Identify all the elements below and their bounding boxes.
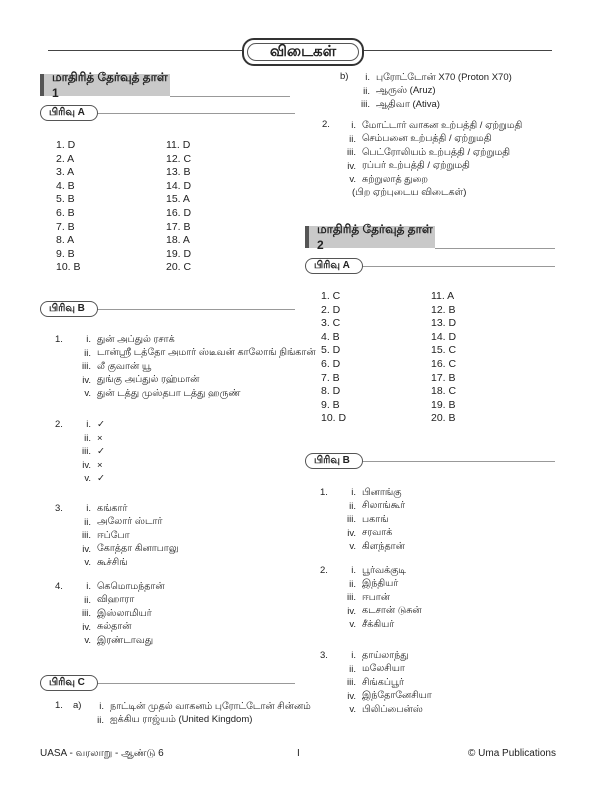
- answer-item: 12. B: [431, 303, 456, 316]
- answer-text: பகாங்: [362, 513, 389, 525]
- roman-numeral: v.: [84, 473, 91, 485]
- p1-partC-q1a-items: [70, 700, 311, 727]
- roman-numeral: ii.: [349, 133, 356, 145]
- answer-line: [55, 445, 105, 459]
- p1-partB-q2: [55, 418, 105, 486]
- answer-line: [334, 160, 522, 174]
- paper1-heading: மாதிரித் தேர்வுத் தாள் 1: [40, 74, 170, 96]
- roman-numeral: i.: [86, 503, 91, 515]
- paper1-heading-rule: [170, 96, 290, 97]
- answer-line: [334, 98, 512, 112]
- rt-b-label: b): [340, 71, 349, 82]
- answer-item: 2. D: [321, 303, 341, 316]
- answer-item: 1. D: [56, 139, 76, 151]
- answer-line: [55, 580, 165, 594]
- answer-item: 15. C: [431, 344, 457, 357]
- answer-item: 9. B: [56, 247, 75, 260]
- question-number: 1.: [55, 334, 63, 346]
- answer-item: 5. B: [56, 193, 75, 206]
- roman-numeral: iii.: [347, 677, 356, 689]
- roman-numeral: v.: [84, 388, 91, 400]
- answer-item: 3. C: [321, 317, 341, 330]
- answer-item: 20. C: [166, 261, 192, 274]
- answer-text: மலேசியா: [362, 663, 405, 675]
- answer-text: கிளந்தான்: [362, 540, 405, 552]
- rt-q2-note: (பிற ஏற்புடைய விடைகள்): [352, 187, 467, 198]
- answer-text: புரோட்டோன் X70 (Proton X70): [376, 71, 512, 83]
- answer-line: [320, 486, 405, 500]
- answer-line: [334, 146, 522, 160]
- answer-line: [55, 634, 165, 648]
- roman-numeral: i.: [86, 419, 91, 431]
- answer-text: ✓: [97, 473, 105, 485]
- answer-text: மோட்டார் வாகன உற்பத்தி / ஏற்றுமதி: [362, 119, 523, 131]
- answer-text: இந்தியர்: [362, 578, 399, 590]
- answer-item: 15. A: [166, 193, 190, 206]
- answer-line: [55, 360, 316, 374]
- answer-line: [55, 333, 316, 347]
- p2-partB-q3: [320, 649, 432, 717]
- answer-text: துன் டத்து முஸ்தபா டத்து ஹருண்: [97, 387, 241, 399]
- answer-text: நாட்டின் முதல் வாகனம் புரோட்டோன் சின்னம்: [110, 700, 311, 712]
- roman-numeral: i.: [86, 581, 91, 593]
- answer-line: [320, 527, 405, 541]
- answer-item: 18. A: [166, 234, 190, 247]
- roman-numeral: iv.: [347, 160, 356, 172]
- answer-item: 8. A: [56, 234, 75, 247]
- answer-line: [334, 133, 522, 147]
- roman-numeral: iv.: [82, 374, 91, 386]
- p2-partB-q2: [320, 564, 422, 632]
- answer-line: [55, 621, 165, 635]
- answer-item: 10. D: [321, 412, 347, 425]
- answer-text: சுற்றுலாத் துறை: [362, 173, 428, 185]
- answer-item: 10. B: [56, 261, 81, 274]
- roman-numeral: ii.: [84, 594, 91, 606]
- answer-line: [55, 418, 105, 432]
- p1-partA-col2: [166, 139, 191, 275]
- answer-line: [55, 529, 179, 543]
- answer-text: ரப்பர் உற்பத்தி / ஏற்றுமதி: [362, 160, 470, 172]
- answer-text: பூர்வக்குடி: [362, 564, 407, 576]
- answer-line: [320, 564, 422, 578]
- answer-line: [334, 71, 512, 85]
- answer-line: [334, 119, 522, 133]
- footer-page-number: I: [297, 748, 300, 759]
- answer-item: 19. B: [431, 398, 456, 411]
- question-number: 3.: [320, 650, 328, 662]
- answer-item: 4. B: [56, 179, 75, 192]
- roman-numeral: ii.: [84, 347, 91, 359]
- answer-text: துன் அப்துல் ரசாக்: [97, 333, 175, 345]
- roman-numeral: i.: [365, 72, 370, 84]
- answer-text: அலோர் ஸ்டார்: [97, 516, 163, 528]
- p1-partA-label: பிரிவு A: [40, 105, 98, 121]
- roman-numeral: iii.: [82, 361, 91, 373]
- answer-text: கோத்தா கினாபாலு: [97, 543, 179, 555]
- answer-text: ஈபான்: [362, 591, 390, 603]
- roman-numeral: i.: [351, 120, 356, 132]
- p1-partC-label: பிரிவு C: [40, 675, 98, 691]
- roman-numeral: v.: [349, 174, 356, 186]
- roman-numeral: iv.: [82, 459, 91, 471]
- answer-line: [320, 513, 405, 527]
- roman-numeral: ii.: [349, 578, 356, 590]
- roman-numeral: i.: [86, 334, 91, 346]
- answer-text: இஸ்லாமியர்: [97, 607, 152, 619]
- answer-text: கடசான் டுசுன்: [362, 605, 422, 617]
- answer-item: 14. D: [166, 179, 192, 192]
- question-number: 3.: [55, 503, 63, 515]
- answer-line: [55, 472, 105, 486]
- roman-numeral: v.: [349, 619, 356, 631]
- p1-partB-q1: [55, 333, 316, 401]
- answer-item: 4. B: [321, 330, 340, 343]
- answer-text: கெமொமந்தான்: [97, 580, 165, 592]
- roman-numeral: i.: [351, 565, 356, 577]
- question-number: 2.: [55, 419, 63, 431]
- answer-text: சுல்தான்: [97, 621, 132, 633]
- answer-text: தாய்லாந்து: [362, 649, 409, 661]
- answer-item: 16. C: [431, 357, 457, 370]
- answer-text: விஹாரா: [97, 594, 135, 606]
- roman-numeral: i.: [351, 650, 356, 662]
- roman-numeral: iv.: [347, 527, 356, 539]
- answer-line: [334, 85, 512, 99]
- roman-numeral: iii.: [347, 147, 356, 159]
- roman-numeral: iv.: [347, 690, 356, 702]
- answer-line: [70, 700, 311, 714]
- roman-numeral: iii.: [347, 514, 356, 526]
- rt-b-items: [334, 71, 512, 112]
- roman-numeral: iv.: [82, 543, 91, 555]
- answer-item: 16. D: [166, 206, 192, 219]
- rt-q2-items: [334, 119, 522, 187]
- answer-text: பினாங்கு: [362, 486, 402, 498]
- p1-partB-q4: [55, 580, 165, 648]
- answer-line: [334, 173, 522, 187]
- answer-item: 14. D: [431, 330, 457, 343]
- answer-line: [320, 663, 432, 677]
- answer-item: 7. B: [321, 371, 340, 384]
- answer-item: 9. B: [321, 398, 340, 411]
- page-title: விடைகள்: [242, 38, 364, 66]
- p2-partB-label: பிரிவு B: [305, 453, 363, 469]
- answer-text: ஈப்போ: [97, 529, 130, 541]
- answer-line: [320, 618, 422, 632]
- roman-numeral: iii.: [82, 530, 91, 542]
- answer-text: ✓: [97, 419, 105, 431]
- answer-item: 6. D: [321, 357, 341, 370]
- roman-numeral: ii.: [97, 714, 104, 726]
- roman-numeral: iv.: [347, 605, 356, 617]
- roman-numeral: iii.: [82, 446, 91, 458]
- answer-text: சிலாங்கூர்: [362, 500, 406, 512]
- answer-item: 5. D: [321, 344, 341, 357]
- answer-text: சீக்கியர்: [362, 618, 395, 630]
- roman-numeral: ii.: [84, 516, 91, 528]
- answer-text: ✓: [97, 446, 105, 458]
- answer-item: 2. A: [56, 152, 75, 165]
- answer-line: [55, 374, 316, 388]
- answer-text: இரண்டாவது: [97, 634, 154, 646]
- answer-item: 3. A: [56, 166, 75, 179]
- answer-text: பெட்ரோலியம் உற்பத்தி / ஏற்றுமதி: [362, 146, 511, 158]
- answer-line: [55, 607, 165, 621]
- answer-line: [320, 703, 432, 717]
- roman-numeral: ii.: [349, 663, 356, 675]
- p1-partC-q1a: 1. a): [55, 700, 82, 711]
- roman-numeral: iv.: [82, 621, 91, 633]
- answer-item: 18. C: [431, 385, 457, 398]
- answer-line: [320, 578, 422, 592]
- roman-numeral: iii.: [82, 608, 91, 620]
- roman-numeral: i.: [99, 701, 104, 713]
- p2-partA-col2: [431, 290, 456, 426]
- answer-item: 13. B: [166, 166, 191, 179]
- answer-item: 7. B: [56, 220, 75, 233]
- roman-numeral: iii.: [347, 592, 356, 604]
- answer-line: [320, 591, 422, 605]
- answer-text: கூச்சிங்: [97, 556, 128, 568]
- answer-line: [320, 500, 405, 514]
- p2-partA-col1: [321, 290, 346, 426]
- answer-line: [55, 347, 316, 361]
- answer-line: [320, 649, 432, 663]
- answer-line: [320, 690, 432, 704]
- answer-text: ஆருஸ் (Aruz): [376, 85, 436, 97]
- roman-numeral: v.: [84, 635, 91, 647]
- answer-item: 1. C: [321, 290, 341, 302]
- answer-line: [55, 459, 105, 473]
- answer-text: டான்ஸ்ரீ டத்தோ அமார் ஸ்டீவன் காலோங் நிங்கான்: [97, 347, 316, 359]
- answer-line: [55, 502, 179, 516]
- answer-line: [55, 543, 179, 557]
- p1-partA-col1: [56, 139, 81, 275]
- answer-text: ஆதிவா (Ativa): [376, 98, 440, 110]
- question-number: 2.: [320, 565, 328, 577]
- roman-numeral: v.: [349, 704, 356, 716]
- paper2-heading-rule: [435, 248, 555, 249]
- p1-partB-label: பிரிவு B: [40, 301, 98, 317]
- footer-right: © Uma Publications: [468, 748, 556, 759]
- answer-text: சிங்கப்பூர்: [362, 676, 404, 688]
- question-number: 4.: [55, 581, 63, 593]
- answer-line: [320, 605, 422, 619]
- answer-line: [55, 556, 179, 570]
- answer-line: [320, 540, 405, 554]
- question-number: 1.: [320, 487, 328, 499]
- answer-line: [55, 516, 179, 530]
- p1-partB-q3: [55, 502, 179, 570]
- answer-item: 12. C: [166, 152, 192, 165]
- answer-line: [55, 594, 165, 608]
- answer-text: லீ குவான் யூ: [97, 360, 152, 372]
- answer-item: 13. D: [431, 317, 457, 330]
- answer-item: 19. D: [166, 247, 192, 260]
- answer-text: ×: [97, 432, 103, 444]
- roman-numeral: i.: [351, 487, 356, 499]
- answer-item: 17. B: [166, 220, 191, 233]
- roman-numeral: ii.: [349, 500, 356, 512]
- answer-item: 17. B: [431, 371, 456, 384]
- p2-partB-q1: [320, 486, 405, 554]
- answer-text: செம்பனை உற்பத்தி / ஏற்றுமதி: [362, 133, 492, 145]
- answer-line: [55, 387, 316, 401]
- answer-line: [70, 714, 311, 728]
- answer-text: கங்கார்: [97, 502, 128, 514]
- roman-numeral: ii.: [84, 432, 91, 444]
- answer-text: சரவாக்: [362, 527, 393, 539]
- answer-line: [320, 676, 432, 690]
- answer-item: 6. B: [56, 206, 75, 219]
- footer-left: UASA - வரலாறு - ஆண்டு 6: [40, 748, 164, 759]
- answer-text: ×: [97, 459, 103, 471]
- roman-numeral: ii.: [363, 85, 370, 97]
- rt-q2-num: 2.: [322, 119, 330, 130]
- answer-text: ஐக்கிய ராஜ்யம் (United Kingdom): [110, 714, 253, 726]
- answer-item: 11. A: [431, 290, 455, 302]
- answer-line: [55, 432, 105, 446]
- answer-item: 20. B: [431, 412, 456, 425]
- paper2-heading: மாதிரித் தேர்வுத் தாள் 2: [305, 226, 435, 248]
- roman-numeral: v.: [84, 557, 91, 569]
- answer-item: 11. D: [166, 139, 191, 151]
- roman-numeral: v.: [349, 541, 356, 553]
- answer-text: இந்தோனேசியா: [362, 690, 432, 702]
- p2-partA-label: பிரிவு A: [305, 258, 363, 274]
- answer-item: 8. D: [321, 385, 341, 398]
- answer-text: பிலிப்பைன்ஸ்: [362, 703, 423, 715]
- roman-numeral: iii.: [361, 99, 370, 111]
- answer-text: துங்கு அப்துல் ரஹ்மான்: [97, 374, 200, 386]
